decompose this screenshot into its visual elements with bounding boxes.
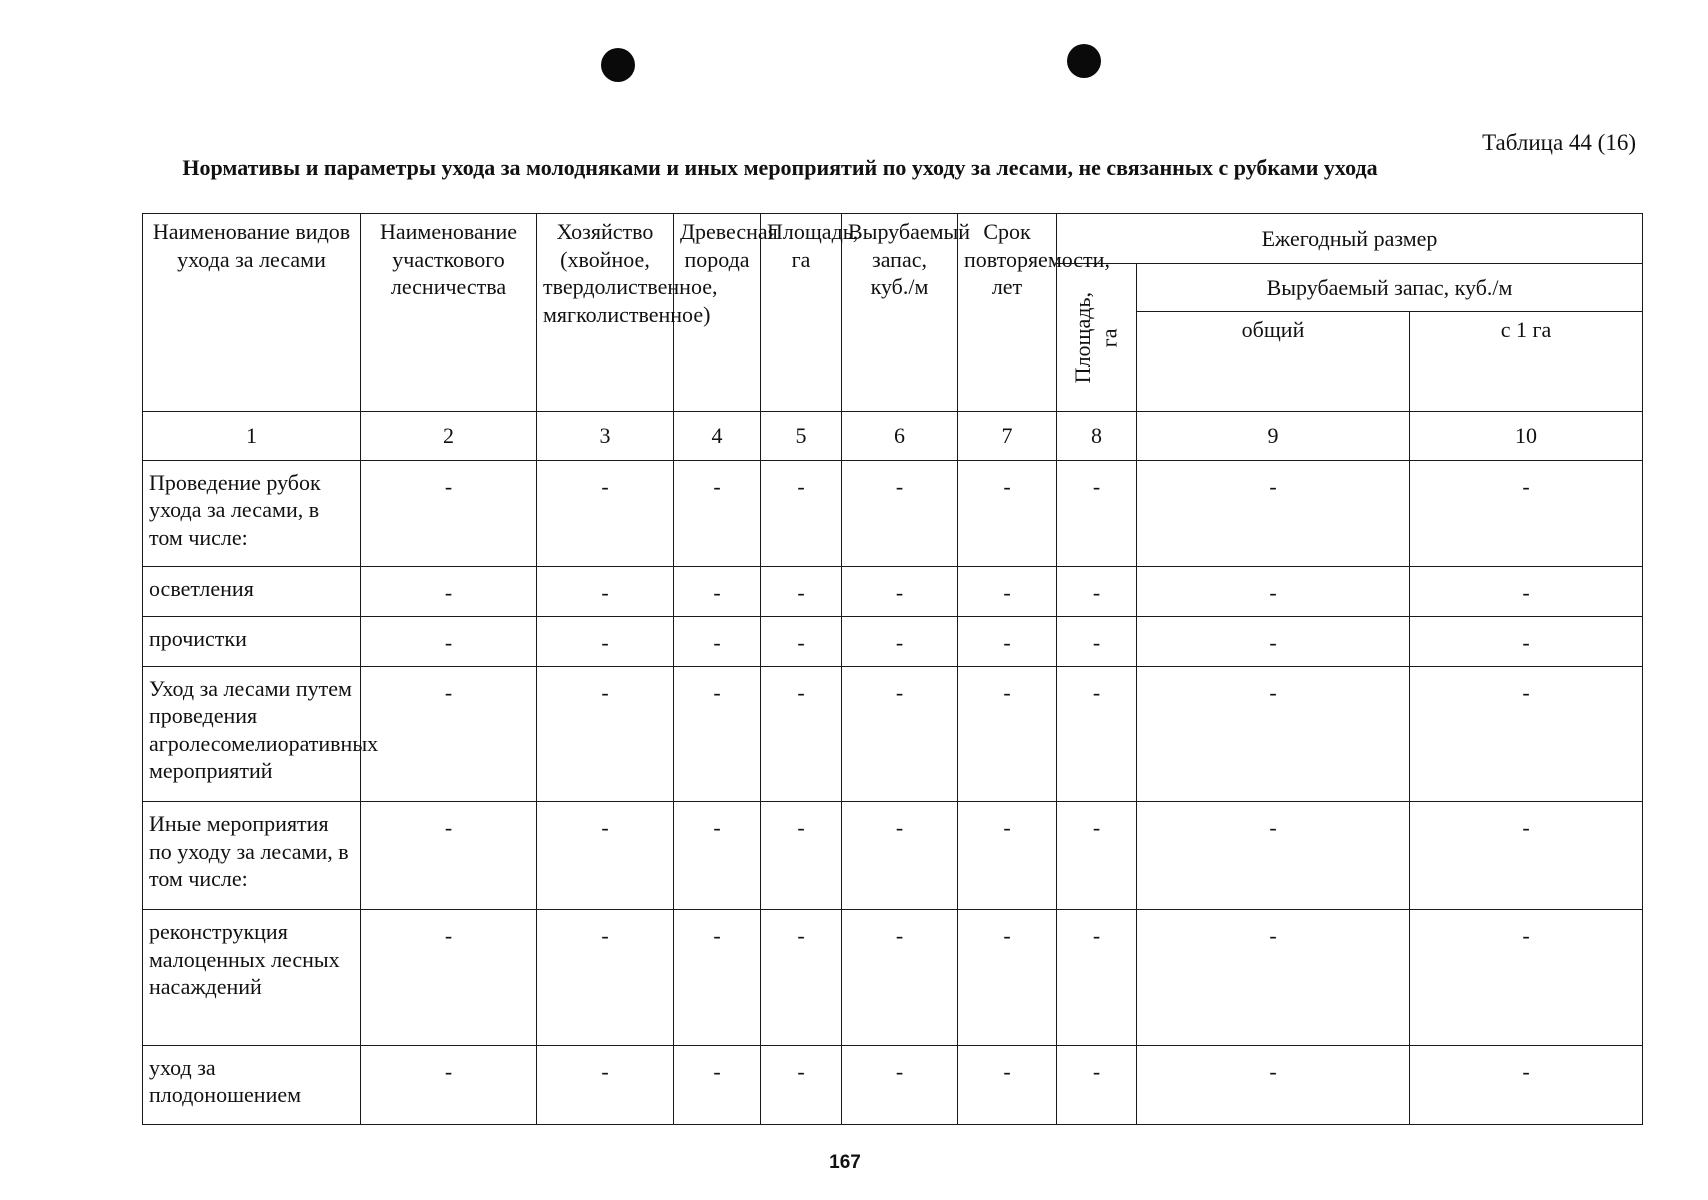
- table-cell: -: [761, 666, 842, 801]
- table-cell: -: [674, 1045, 761, 1124]
- table-cell: -: [1137, 910, 1410, 1045]
- header-annual-size: Ежегодный размер: [1057, 214, 1643, 264]
- table-cell: -: [674, 910, 761, 1045]
- table-cell: -: [537, 802, 674, 910]
- table-cell: -: [842, 460, 958, 566]
- table-cell: -: [1057, 460, 1137, 566]
- table-cell: -: [1057, 666, 1137, 801]
- column-number: 10: [1410, 412, 1643, 461]
- table-cell: -: [761, 566, 842, 616]
- table-cell: -: [1057, 910, 1137, 1045]
- table-cell: -: [1057, 802, 1137, 910]
- table-cell: -: [842, 1045, 958, 1124]
- table-row: [143, 666, 1643, 801]
- header-annual-area: [1057, 264, 1137, 412]
- table-cell: -: [1410, 802, 1643, 910]
- row-label: реконструкция малоценных лесных насаждений: [143, 910, 361, 1045]
- header-care-type: Наименование видов ухода за лесами: [143, 214, 361, 412]
- table-cell: -: [761, 802, 842, 910]
- table-cell: -: [1410, 616, 1643, 666]
- row-label: прочистки: [143, 616, 361, 666]
- row-label: уход за плодоношением: [143, 1045, 361, 1124]
- table-cell: -: [958, 460, 1057, 566]
- table-cell: -: [958, 802, 1057, 910]
- table-row: [143, 802, 1643, 910]
- table-cell: -: [761, 616, 842, 666]
- header-annual-area-label: Площадь, га: [1070, 291, 1122, 384]
- table-row: [143, 460, 1643, 566]
- table-cell: -: [674, 616, 761, 666]
- table-cell: -: [674, 566, 761, 616]
- table-cell: -: [361, 910, 537, 1045]
- table-cell: -: [537, 910, 674, 1045]
- table-row: [143, 1045, 1643, 1124]
- table-cell: -: [842, 666, 958, 801]
- column-number: 6: [842, 412, 958, 461]
- page-number: 167: [829, 1152, 861, 1173]
- table-cell: -: [842, 910, 958, 1045]
- table-cell: -: [1137, 460, 1410, 566]
- table-cell: -: [1410, 910, 1643, 1045]
- table-cell: -: [674, 460, 761, 566]
- table-cell: -: [1410, 1045, 1643, 1124]
- table-cell: -: [1410, 666, 1643, 801]
- table-cell: -: [674, 666, 761, 801]
- table-cell: -: [1057, 616, 1137, 666]
- row-label: Проведение рубок ухода за лесами, в том числе:: [143, 460, 361, 566]
- table-cell: -: [842, 616, 958, 666]
- table-cell: -: [361, 1045, 537, 1124]
- table-cell: -: [958, 1045, 1057, 1124]
- punch-hole: [601, 48, 635, 82]
- header-forestry: Наименование участкового лесничества: [361, 214, 537, 412]
- table-cell: -: [761, 910, 842, 1045]
- table-row: [143, 566, 1643, 616]
- header-volume-total: общий: [1137, 312, 1410, 412]
- table-cell: -: [361, 666, 537, 801]
- table-cell: -: [1137, 802, 1410, 910]
- document-title: Нормативы и параметры ухода за молодняками и иных мероприятий по уходу за лесами, не связанных с рубками ухода: [182, 155, 1378, 180]
- column-number: 9: [1137, 412, 1410, 461]
- table-cell: -: [958, 910, 1057, 1045]
- table-cell: -: [537, 616, 674, 666]
- table-cell: -: [537, 566, 674, 616]
- table-cell: -: [842, 802, 958, 910]
- row-label: Уход за лесами путем проведения агролесомелиоративных мероприятий: [143, 666, 361, 801]
- table-cell: -: [1137, 666, 1410, 801]
- table-cell: -: [361, 460, 537, 566]
- header-harvested-volume: Вырубаемый запас, куб./м: [842, 214, 958, 412]
- header-tree-species: Древесная порода: [674, 214, 761, 412]
- table-cell: -: [1137, 1045, 1410, 1124]
- header-annual-volume: Вырубаемый запас, куб./м: [1137, 264, 1643, 312]
- column-number: 7: [958, 412, 1057, 461]
- punch-hole: [1067, 44, 1101, 78]
- header-area: Площадь, га: [761, 214, 842, 412]
- column-number: 8: [1057, 412, 1137, 461]
- norms-table: [142, 213, 1643, 1125]
- table-label: Таблица 44 (16): [1482, 130, 1636, 155]
- table-cell: -: [958, 616, 1057, 666]
- table-cell: -: [1137, 566, 1410, 616]
- column-number: 5: [761, 412, 842, 461]
- row-label: осветления: [143, 566, 361, 616]
- header-volume-per-ha: с 1 га: [1410, 312, 1643, 412]
- table-cell: -: [761, 1045, 842, 1124]
- table-cell: -: [958, 566, 1057, 616]
- column-number: 3: [537, 412, 674, 461]
- column-number: 2: [361, 412, 537, 461]
- table-cell: -: [1057, 566, 1137, 616]
- header-repeat-period: Срок повторяемости, лет: [958, 214, 1057, 412]
- table-cell: -: [674, 802, 761, 910]
- column-number: 1: [143, 412, 361, 461]
- column-number-row: [143, 412, 1643, 461]
- table-cell: -: [1410, 566, 1643, 616]
- column-number: 4: [674, 412, 761, 461]
- row-label: Иные мероприятия по уходу за лесами, в том числе:: [143, 802, 361, 910]
- header-economy: Хозяйство (хвойное, твердолиственное, мягколиственное): [537, 214, 674, 412]
- table-cell: -: [761, 460, 842, 566]
- table-cell: -: [842, 566, 958, 616]
- table-cell: -: [361, 802, 537, 910]
- table-cell: -: [361, 566, 537, 616]
- table-cell: -: [537, 460, 674, 566]
- table-cell: -: [361, 616, 537, 666]
- table-cell: -: [1410, 460, 1643, 566]
- table-cell: -: [537, 1045, 674, 1124]
- table-cell: -: [958, 666, 1057, 801]
- table-cell: -: [1057, 1045, 1137, 1124]
- table-row: [143, 616, 1643, 666]
- table-cell: -: [537, 666, 674, 801]
- table-row: [143, 910, 1643, 1045]
- table-cell: -: [1137, 616, 1410, 666]
